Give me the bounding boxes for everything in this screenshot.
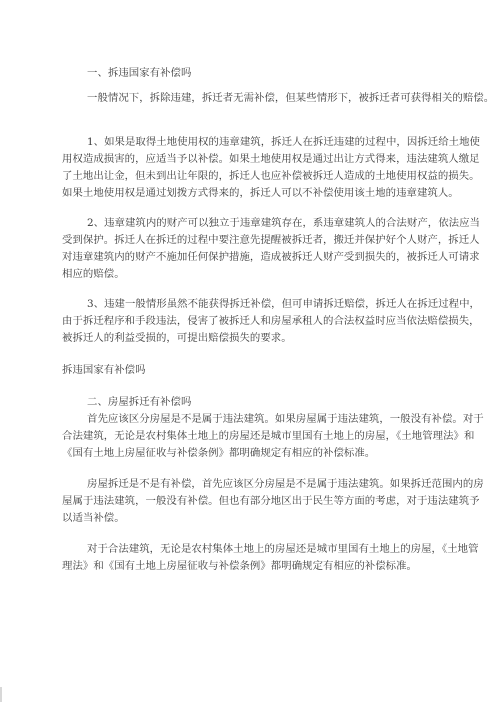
paragraph-line: 3、违建一般情形虽然不能获得拆迁补偿，但可申请拆迁赔偿，拆迁人在拆迁过程中， (87, 298, 480, 310)
subtitle-heading: 拆违国家有补偿吗 (62, 364, 146, 376)
section-heading-1: 一、拆违国家有补偿吗 (87, 67, 192, 79)
page-edge-divider (0, 687, 2, 702)
paragraph-line: 受到保护。拆迁人在拆迁的过程中要注意先提醒被拆迁者，搬迁并保护好个人财产，拆迁人 (62, 234, 480, 246)
paragraph-line: 以适当补偿。 (62, 512, 125, 524)
paragraph-line: 相应的赔偿。 (62, 268, 125, 280)
section-heading-2: 二、房屋拆迁有补偿吗 (87, 396, 192, 408)
paragraph-line: 理法》和《国有土地上房屋征收与补偿条例》都明确规定有相应的补偿标准。 (62, 560, 417, 572)
paragraph-line: 如果土地使用权是通过划拨方式得来的，拆迁人可以不补偿使用该土地的违章建筑人。 (62, 187, 459, 199)
paragraph-line: 屋属于违法建筑，一般没有补偿。但也有部分地区出于民生等方面的考虑，对于违法建筑予 (62, 495, 480, 507)
paragraph-line: 对违章建筑内的财产不施加任何保护措施，造成被拆迁人财产受到损失的，被拆迁人可请求 (62, 251, 480, 263)
paragraph-line: 被拆迁人的利益受损的，可提出赔偿损失的要求。 (62, 332, 292, 344)
paragraph-line: 1、如果是取得土地使用权的违章建筑，拆迁人在拆迁违建的过程中，因拆迁给土地使 (87, 136, 480, 148)
paragraph-line: 了土地出让金，但未到出让年限的，拆迁人也应补偿被拆迁人造成的土地使用权益的损失。 (62, 170, 480, 182)
paragraph-line: 房屋拆迁是不是有补偿，首先应该区分房屋是不是属于违法建筑。如果拆迁范围内的房 (87, 478, 484, 490)
paragraph-line: 一般情况下，拆除违建，拆迁者无需补偿，但某些情形下，被拆迁者可获得相关的赔偿。 (87, 92, 495, 104)
paragraph-line: 用权造成损害的，应适当予以补偿。如果土地使用权是通过出让方式得来，违法建筑人缴足 (62, 153, 480, 165)
paragraph-line: 2、违章建筑内的财产可以独立于违章建筑存在，系违章建筑人的合法财产，依法应当 (87, 217, 480, 229)
paragraph-line: 对于合法建筑，无论是农村集体土地上的房屋还是城市里国有土地上的房屋，《土地管 (87, 543, 479, 555)
paragraph-line: 首先应该区分房屋是不是属于违法建筑。如果房屋属于违法建筑，一般没有补偿。对于 (87, 413, 484, 425)
paragraph-line: 《国有土地上房屋征收与补偿条例》都明确规定有相应的补偿标准。 (62, 447, 376, 459)
paragraph-line: 由于拆迁程序和手段违法，侵害了被拆迁人和房屋承租人的合法权益时应当依法赔偿损失， (62, 315, 480, 327)
paragraph-line: 合法建筑，无论是农村集体土地上的房屋还是城市里国有土地上的房屋，《土地管理法》和 (62, 430, 475, 442)
